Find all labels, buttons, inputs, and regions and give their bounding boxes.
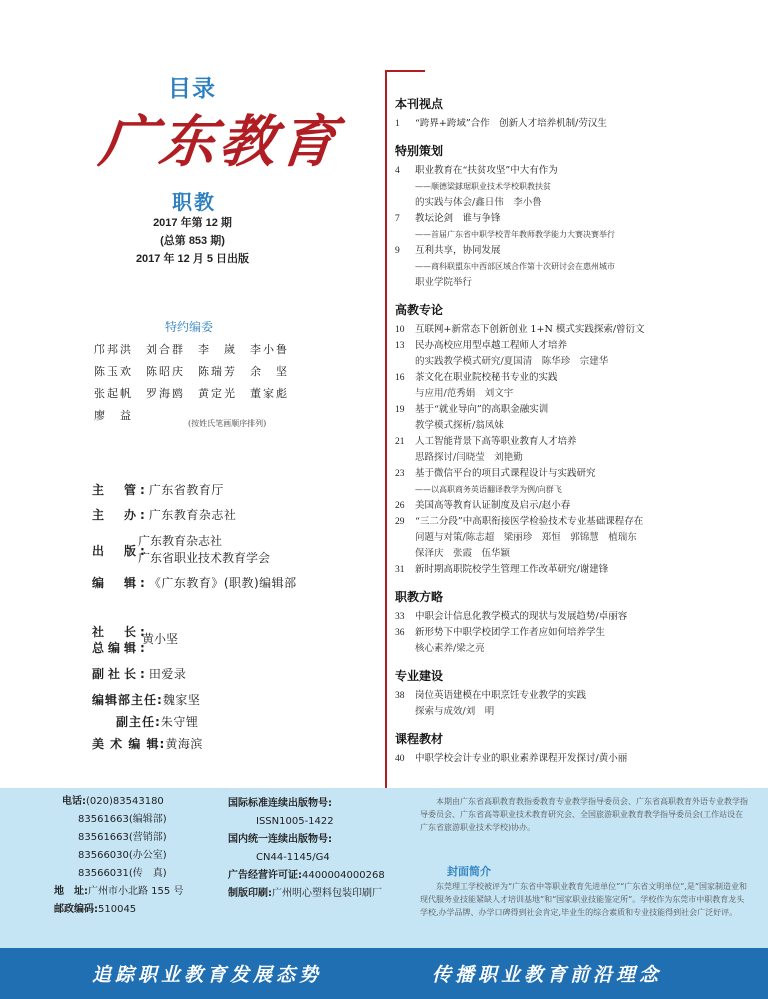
toc-page-number: 26 — [395, 501, 405, 511]
total-issue: (总第 853 期) — [160, 235, 225, 247]
toc-label: 目录 — [168, 76, 216, 102]
toc-entry-title: 新形势下中职学校团学工作者应如何培养学生 — [415, 627, 606, 638]
toc-entry-body — [415, 466, 755, 498]
editor-name: 陈瑞芳 — [198, 365, 237, 378]
toc-entry[interactable] — [395, 688, 755, 720]
toc-page-number: 40 — [395, 754, 405, 764]
toc-entry-title: 互联网+新常态下创新创业 1+N 模式实践探索/曾衍文 — [415, 324, 645, 335]
toc-entry-body — [415, 211, 755, 243]
toc-page-number: 4 — [395, 166, 400, 176]
toc-entry-subtitle: ——商科联盟东中西部区域合作第十次研讨会在惠州城市 — [415, 262, 615, 271]
editor: 编 辑:《广东教育》(职教)编辑部 — [92, 576, 297, 590]
editor-name: 李 嵗 — [198, 343, 237, 356]
toc-entry[interactable] — [395, 625, 755, 657]
footer-slogan-left: 追踪职业教育发展态势 — [92, 964, 323, 986]
divider-line — [385, 70, 387, 788]
contact-phones: 电话:(020)83543180 83561663(编辑部) 83561663(营销部) 83566030(办公室) 83566031(传 真) — [62, 796, 167, 879]
toc-entry-body — [415, 163, 755, 211]
contact-postcode: 邮政编码:510045 — [54, 904, 137, 915]
toc-entry-body — [415, 498, 755, 514]
publisher-2: 广东省职业技术教育学会 — [138, 551, 271, 565]
toc-entry-subtitle: 职业学院举行 — [415, 277, 473, 288]
table-of-contents — [395, 95, 755, 777]
editor-name: 罗海鸥 — [146, 387, 185, 400]
toc-entry-subtitle: 核心素养/梁之亮 — [415, 643, 485, 654]
toc-entry-body — [415, 562, 755, 578]
toc-entry-subtitle: ——首届广东省中职学校青年教师教学能力大赛决赛举行 — [415, 230, 615, 239]
toc-entry-title: 中职会计信息化教学模式的现状与发展趋势/卓丽容 — [415, 611, 628, 622]
toc-entry-title: “三二分段”中高职衔接医学检验技术专业基础课程存在 — [415, 516, 644, 527]
toc-page-number: 9 — [395, 246, 400, 256]
toc-page-number: 13 — [395, 341, 405, 351]
toc-section-heading: 特别策划 — [395, 144, 444, 158]
toc-section-heading: 课程教材 — [395, 732, 444, 746]
footer-slogan-right: 传播职业教育前沿理念 — [432, 964, 663, 986]
editor-name: 廖 益 — [94, 409, 133, 422]
toc-entry-subtitle: 探索与成效/刘 明 — [415, 706, 495, 717]
art-editor: 美 术 编 辑:黄海滨 — [92, 737, 203, 751]
magazine-subtitle: 职教 — [172, 190, 216, 214]
toc-entry[interactable] — [395, 498, 755, 514]
toc-entry[interactable] — [395, 243, 755, 291]
toc-entry-subtitle: ——以高职商务英语翻译教学为例/向群飞 — [415, 485, 562, 494]
editor-name: 黄定光 — [198, 387, 237, 400]
toc-entry-body — [415, 751, 755, 767]
toc-section-heading: 职教方略 — [395, 590, 444, 604]
toc-section — [395, 142, 755, 291]
toc-page-number: 1 — [395, 119, 400, 129]
chief-editor-label: 总编辑: — [92, 641, 149, 655]
toc-entry[interactable] — [395, 163, 755, 211]
footer-banner — [0, 948, 768, 999]
toc-entry-subtitle: 教学模式探析/翁凤妹 — [415, 420, 504, 431]
contact-address: 地 址:广州市小北路 155 号 — [54, 886, 184, 897]
toc-entry[interactable] — [395, 116, 755, 132]
toc-entry-body — [415, 434, 755, 466]
toc-entry-body — [415, 338, 755, 370]
toc-entry-title: 职业教育在“扶贫攻坚”中大有作为 — [415, 165, 558, 176]
toc-page-number: 19 — [395, 405, 405, 415]
toc-section-heading: 高教专论 — [395, 303, 444, 317]
toc-entry[interactable] — [395, 562, 755, 578]
toc-entry[interactable] — [395, 370, 755, 402]
editors-note: (按姓氏笔画顺序排列) — [188, 419, 267, 428]
toc-entry[interactable] — [395, 466, 755, 498]
issue-number: 2017 年第 12 期 — [153, 217, 232, 229]
president-label: 社 长: — [92, 625, 149, 639]
editors-title: 特约编委 — [165, 320, 214, 334]
toc-entry-subtitle: 的实践与体会/鑫日伟 李小鲁 — [415, 197, 542, 208]
toc-page-number: 29 — [395, 517, 405, 527]
toc-section — [395, 301, 755, 578]
toc-section — [395, 667, 755, 720]
toc-entry-title: 中职学校会计专业的职业素养课程开发探讨/黄小丽 — [415, 753, 628, 764]
toc-entry[interactable] — [395, 402, 755, 434]
dept-director: 编辑部主任:魏家坚 — [92, 693, 201, 707]
toc-entry-body — [415, 116, 755, 132]
editor-name: 余 坚 — [250, 365, 289, 378]
toc-entry-subtitle: 问题与对策/陈志超 梁丽珍 郑恒 郭锦慧 植瑞东 — [415, 532, 637, 543]
toc-entry-title: 互利共享，协同发展 — [415, 245, 501, 256]
editor-name: 刘合群 — [146, 343, 185, 356]
cover-intro-title: 封面简介 — [447, 865, 491, 878]
toc-section — [395, 95, 755, 132]
toc-entry-body — [415, 514, 755, 562]
toc-entry[interactable] — [395, 338, 755, 370]
toc-page-number: 10 — [395, 325, 405, 335]
vice-director: 副主任:朱守锂 — [116, 715, 199, 729]
toc-entry-title: 基于“就业导向”的高职金融实训 — [415, 404, 549, 415]
toc-entry[interactable] — [395, 322, 755, 338]
toc-entry-body — [415, 609, 755, 625]
toc-entry-title: 教坛论剑 谁与争锋 — [415, 213, 501, 224]
toc-entry-body — [415, 370, 755, 402]
toc-entry-title: 茶文化在职业院校秘书专业的实践 — [415, 372, 558, 383]
editors-list — [94, 338, 304, 426]
toc-page-number: 23 — [395, 469, 405, 479]
toc-entry-title: 民办高校应用型卓越工程师人才培养 — [415, 340, 568, 351]
editor-name: 邝邦洪 — [94, 343, 133, 356]
toc-entry-title: 美国高等教育认证制度及启示/赵小春 — [415, 500, 571, 511]
toc-entry[interactable] — [395, 609, 755, 625]
toc-entry-subtitle: ——顺德梁銶琚职业技术学校职教扶贫 — [415, 182, 551, 191]
toc-page-number: 21 — [395, 437, 405, 447]
toc-entry-body — [415, 243, 755, 291]
issn-info: 国际标准连续出版物号: ISSN1005-1422 国内统一连续出版物号: CN44-1145/G4 广告经营许可证:4400004000268 制版印刷:广州明心塑料包装印刷厂 — [228, 798, 385, 899]
toc-entry-body — [415, 625, 755, 657]
toc-entry-title: 岗位英语建模在中职烹饪专业教学的实践 — [415, 690, 587, 701]
publisher-label: 出 版: — [92, 544, 149, 558]
president-name: 黄小坚 — [142, 632, 179, 646]
magazine-title: 广东教育 — [96, 109, 344, 175]
toc-entry-title: “跨界+跨域”合作 创新人才培养机制/劳汉生 — [415, 118, 607, 129]
toc-page-number: 33 — [395, 612, 405, 622]
toc-page-number: 38 — [395, 691, 405, 701]
toc-section-heading: 专业建设 — [395, 669, 444, 683]
toc-entry[interactable] — [395, 514, 755, 562]
toc-entry-subtitle: 保泽庆 张霞 伍华颖 — [415, 548, 511, 559]
toc-page-number: 36 — [395, 628, 405, 638]
masthead-column — [0, 0, 385, 788]
toc-page-number: 16 — [395, 373, 405, 383]
editor-name: 陈昭庆 — [146, 365, 185, 378]
toc-entry-title: 新时期高职院校学生管理工作改革研究/谢建锋 — [415, 564, 609, 575]
editor-name: 李小鲁 — [250, 343, 289, 356]
toc-entry-subtitle: 的实践教学模式研究/夏国清 陈华珍 宗建华 — [415, 356, 609, 367]
co-organizer-notice: 本期由广东省高职教育教指委教育专业教学指导委员会、广东省高职教育外语专业教学指导委员会、广东省高等职业技术教育研究会、全国旅游职业教育教学指导委员会(工作站设在广东省旅游职业技术学校)协办。 — [420, 797, 748, 832]
toc-entry-body — [415, 688, 755, 720]
toc-entry-subtitle: 思路探讨/闫晓莹 刘艳勤 — [415, 452, 523, 463]
cover-intro-text: 东莞理工学校被评为“广东省中等职业教育先进单位”“广东省文明单位”,是“国家制造业和现代服务业技能紧缺人才培训基地”和“国家职业技能鉴定所”。学校作为东莞市中职教育龙头学校,办学品牌、办学口碑得到社会肯定,毕业生的综合素质和专业技能得到社会广泛好评。 — [420, 882, 747, 917]
toc-section-heading: 本刊视点 — [395, 97, 444, 111]
toc-entry-body — [415, 402, 755, 434]
toc-entry[interactable] — [395, 434, 755, 466]
toc-entry-title: 人工智能背景下高等职业教育人才培养 — [415, 436, 577, 447]
toc-entry[interactable] — [395, 211, 755, 243]
toc-entry-subtitle: 与应用/范秀娟 刘文宇 — [415, 388, 514, 399]
toc-page-number: 31 — [395, 565, 405, 575]
toc-entry-body — [415, 322, 755, 338]
toc-entry[interactable] — [395, 751, 755, 767]
toc-section — [395, 730, 755, 767]
toc-page-number: 7 — [395, 214, 400, 224]
publisher-1: 广东教育杂志社 — [138, 534, 223, 548]
editor-name: 陈玉欢 — [94, 365, 133, 378]
toc-entry-title: 基于微信平台的项目式课程设计与实践研究 — [415, 468, 596, 479]
divider-top — [385, 70, 425, 72]
editor-name: 张起帆 — [94, 387, 133, 400]
sponsor: 主 办:广东教育杂志社 — [92, 508, 237, 522]
supervisor: 主 管:广东省教育厅 — [92, 483, 224, 497]
editor-name: 董家彪 — [250, 387, 289, 400]
toc-section — [395, 588, 755, 657]
vice-president: 副社长:田爱录 — [92, 667, 187, 681]
publish-date: 2017 年 12 月 5 日出版 — [135, 253, 250, 265]
